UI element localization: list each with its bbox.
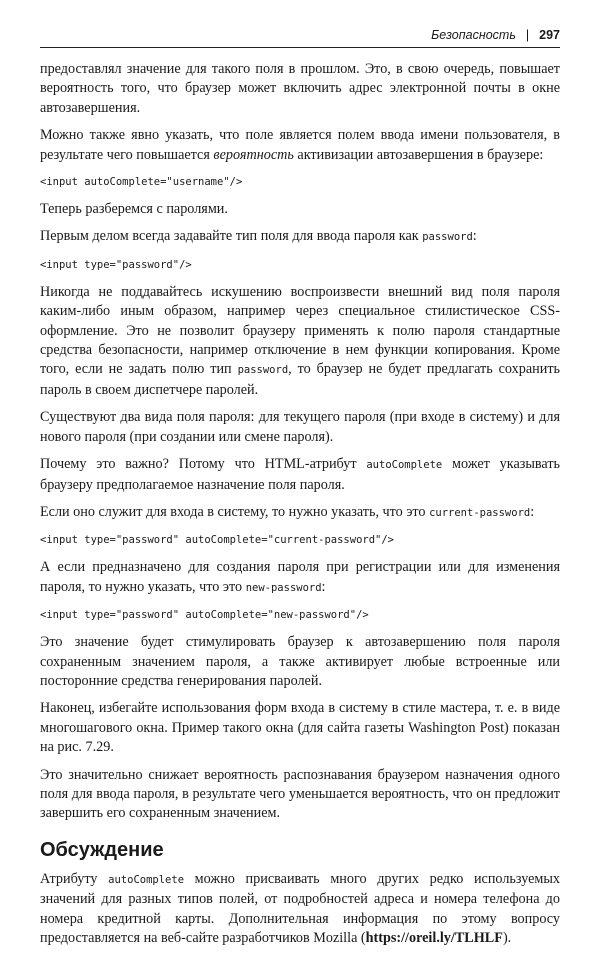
mozilla-link[interactable]: https://oreil.ly/TLHLF	[365, 930, 503, 946]
paragraph-6: Существуют два вида поля пароля: для текущего пароля (при входе в систему) и для нового пароля (при создании или смене пароля).	[40, 409, 560, 445]
paragraph-4	[40, 227, 560, 247]
paragraph-13-text-c: ).	[502, 930, 512, 946]
paragraph-13	[40, 870, 560, 949]
paragraph-13-text-a: Атрибуту	[40, 870, 109, 887]
paragraph-4-text-b: :	[472, 228, 477, 245]
header-separator: |	[525, 28, 530, 42]
paragraph-3: Теперь разберемся с паролями.	[40, 201, 228, 218]
paragraph-7-text-b: может указывать браузеру предполагаемое назначение поля пароля.	[40, 456, 560, 493]
section-title: Безопасность	[431, 28, 516, 42]
paragraph-8	[40, 503, 560, 523]
paragraph-5	[40, 283, 560, 400]
section-heading-discussion: Обсуждение	[40, 838, 164, 861]
emphasis-probability: вероятность	[213, 146, 294, 163]
inline-code-password: password	[422, 231, 473, 244]
paragraph-9-text-a: А если предназначено для создания пароля при регистрации или для изменения пароля, то нужно указать, что это	[40, 559, 560, 595]
inline-code-autocomplete: autoComplete	[366, 459, 443, 472]
paragraph-2-text-b: активизации автозавершения в браузере:	[293, 146, 544, 163]
paragraph-2	[40, 126, 560, 165]
paragraph-11: Наконец, избегайте использования форм входа в систему в стиле мастера, т. е. в виде многошагового окна. Пример такого окна (для сайта газеты Washington Post) показан на рис. 7.29.	[40, 700, 560, 756]
page-number: 297	[539, 28, 560, 42]
code-new-password: <input type="password" autoComplete="new-password"/>	[40, 609, 369, 622]
inline-code-password-2: password	[237, 364, 289, 377]
paragraph-2-text-a: Можно также явно указать, что поле является полем ввода имени пользователя, в результате чего повышается	[40, 127, 560, 163]
paragraph-12: Это значительно снижает вероятность распознавания браузером назначения одного поля для ввода пароля, в результате чего уменьшается вероятность, что он предложит завершить его сохраненным значением.	[40, 766, 560, 822]
paragraph-9	[40, 558, 560, 598]
code-current-password: <input type="password" autoComplete="current-password"/>	[40, 534, 395, 547]
page-body	[40, 60, 560, 956]
inline-code-autocomplete-2: autoComplete	[108, 873, 185, 886]
code-username: <input autoComplete="username"/>	[40, 176, 243, 189]
paragraph-9-text-b: :	[321, 578, 326, 595]
inline-code-new-password: new-password	[245, 581, 322, 594]
paragraph-5-text-a: Никогда не поддавайтесь искушению воспроизвести внешний вид поля пароля каким-либо иным образом, например через специальное стилистическое CSS-оформление. Это не позволит браузеру применять к полю пароля стандартные средства безопасности, например отключение в нем функции копирования. Кроме того, если не задать полю тип	[40, 283, 560, 378]
paragraph-7-text-a: Почему это важно? Потому что HTML-атрибут	[40, 456, 367, 473]
paragraph-10: Это значение будет стимулировать браузер к автозавершению поля пароля сохраненным значением пароля, а также активирует любые встроенные или посторонние средства генерирования паролей.	[40, 634, 560, 689]
paragraph-1: предоставлял значение для такого поля в прошлом. Это, в свою очередь, повышает вероятность того, что браузер может включить адрес электронной почты в окне автозавершения.	[40, 61, 560, 116]
code-password: <input type="password"/>	[40, 258, 192, 271]
paragraph-7	[40, 455, 560, 495]
paragraph-13-text-b: можно присваивать много других редко используемых значений для разных типов полей, от подробностей адреса и номера телефона до номера кредитной карты. Дополнительная информация по этому вопросу предоставляется на веб-сайте разработчиков Mozilla (	[40, 870, 561, 946]
paragraph-5-text-b: , то браузер не будет предлагать сохранить пароль в своем диспетчере паролей.	[40, 361, 560, 398]
paragraph-4-text-a: Первым делом всегда задавайте тип поля для ввода пароля как	[40, 228, 423, 245]
inline-code-current-password: current-password	[429, 506, 531, 519]
paragraph-8-text-a: Если оно служит для входа в систему, то нужно указать, что это	[40, 503, 430, 520]
running-header	[40, 28, 560, 48]
paragraph-8-text-b: :	[530, 503, 535, 520]
